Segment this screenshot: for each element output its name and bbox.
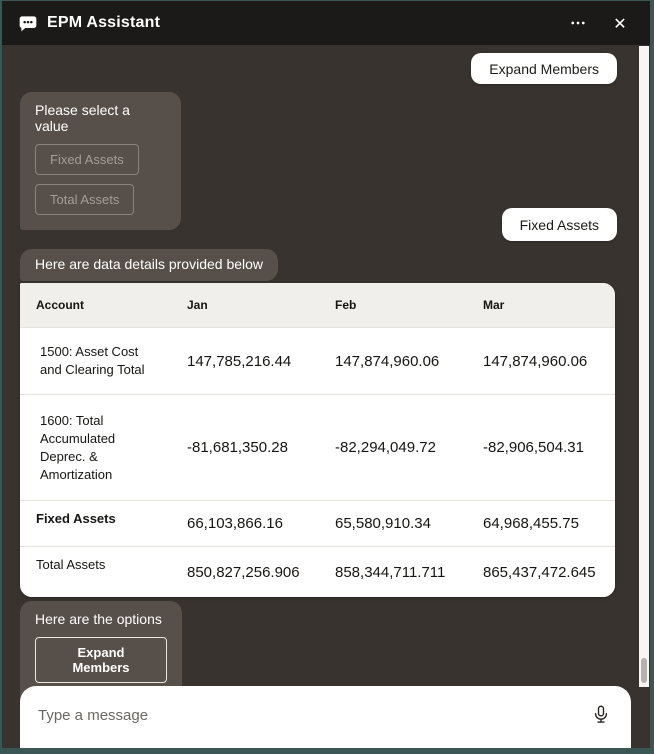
account-cell: Fixed Assets bbox=[36, 511, 116, 526]
chat-bubble-icon bbox=[18, 13, 38, 33]
chat-area bbox=[2, 45, 650, 748]
mar-value-cell: -82,906,504.31 bbox=[483, 439, 584, 456]
option-button-total-assets[interactable]: Total Assets bbox=[35, 184, 134, 215]
jan-value-cell: -81,681,350.28 bbox=[187, 439, 288, 456]
mar-value-cell: 147,874,960.06 bbox=[483, 352, 588, 370]
data-table bbox=[20, 283, 615, 597]
mar-value-cell: 865,437,472.645 bbox=[483, 563, 596, 581]
jan-value-cell: 66,103,866.16 bbox=[187, 515, 283, 532]
user-message-fixed-assets: Fixed Assets bbox=[502, 208, 617, 241]
jan-value-cell: 147,785,216.44 bbox=[187, 352, 292, 370]
option-button-expand-members[interactable]: Expand Members bbox=[35, 637, 167, 683]
column-header-jan: Jan bbox=[187, 298, 208, 312]
titlebar bbox=[2, 1, 650, 45]
table-row bbox=[20, 394, 615, 500]
account-cell: 1600: Total Accumulated Deprec. & Amortization bbox=[40, 412, 116, 482]
window-title: EPM Assistant bbox=[47, 14, 161, 31]
table-row bbox=[20, 546, 615, 597]
feb-value-cell: 65,580,910.34 bbox=[335, 515, 431, 532]
message-input[interactable] bbox=[38, 707, 591, 724]
column-header-mar: Mar bbox=[483, 298, 505, 312]
close-icon[interactable]: ✕ bbox=[606, 9, 634, 37]
overflow-menu-icon[interactable] bbox=[564, 9, 592, 37]
table-row bbox=[20, 500, 615, 546]
mar-value-cell: 64,968,455.75 bbox=[483, 515, 579, 532]
feb-value-cell: 858,344,711.711 bbox=[335, 563, 446, 581]
feb-value-cell: -82,294,049.72 bbox=[335, 439, 436, 456]
options-prompt-title: Here are the options bbox=[35, 611, 162, 627]
account-cell: 1500: Asset Cost and Clearing Total bbox=[40, 344, 145, 377]
microphone-icon[interactable] bbox=[591, 704, 611, 726]
select-prompt-title: Please select a value bbox=[35, 102, 130, 134]
bot-message-select-value bbox=[20, 92, 181, 230]
feb-value-cell: 147,874,960.06 bbox=[335, 352, 440, 370]
column-header-feb: Feb bbox=[335, 298, 357, 312]
account-cell: Total Assets bbox=[36, 557, 106, 572]
option-button-fixed-assets[interactable]: Fixed Assets bbox=[35, 144, 139, 175]
bot-message-data-details: Here are data details provided below bbox=[20, 249, 278, 281]
scrollbar-thumb[interactable] bbox=[641, 658, 647, 683]
message-input-bar bbox=[20, 686, 631, 748]
table-header-row bbox=[20, 283, 615, 327]
jan-value-cell: 850,827,256.906 bbox=[187, 563, 300, 581]
column-header-account: Account bbox=[36, 298, 84, 312]
user-message-expand-members: Expand Members bbox=[471, 53, 617, 84]
table-row bbox=[20, 327, 615, 394]
scrollbar[interactable] bbox=[639, 46, 649, 687]
